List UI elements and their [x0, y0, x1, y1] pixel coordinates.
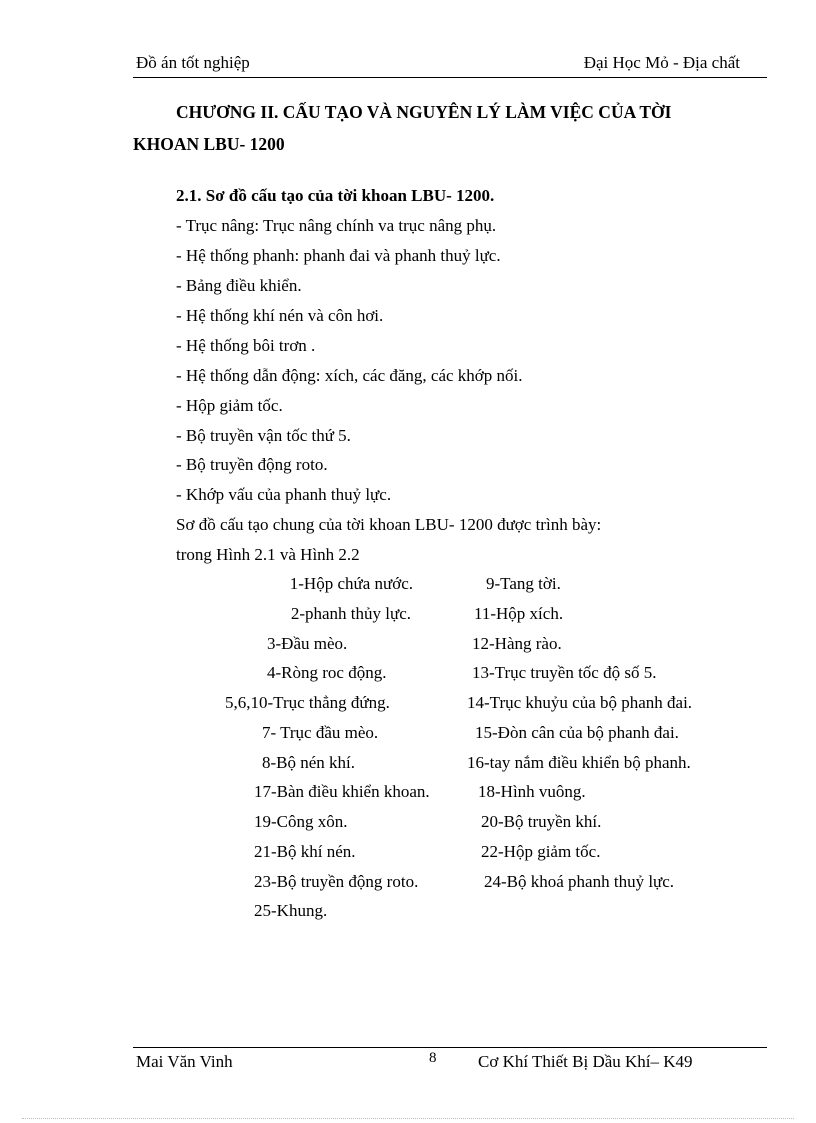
list-item: - Bộ truyền vận tốc thứ 5. [176, 426, 351, 445]
chapter-title-line2: KHOAN LBU- 1200 [133, 134, 285, 154]
paragraph-line: Sơ đồ cấu tạo chung của tời khoan LBU- 1200 được trình bày: [176, 515, 602, 534]
legend-item-left: 25-Khung. [254, 901, 328, 920]
legend-item-right: 13-Trục truyền tốc độ số 5. [472, 663, 657, 682]
list-item: - Khớp vấu của phanh thuỷ lực. [176, 485, 392, 504]
paragraph-line: trong Hình 2.1 và Hình 2.2 [176, 545, 360, 564]
legend-item-left: 19-Công xôn. [254, 812, 348, 831]
list-item: - Hộp giảm tốc. [176, 396, 283, 415]
footer-rule [133, 1047, 767, 1048]
list-item: - Hệ thống phanh: phanh đai và phanh thuỷ lực. [176, 246, 501, 265]
list-item: - Hệ thống khí nén và côn hơi. [176, 306, 384, 325]
list-item: - Bảng điều khiển. [176, 276, 302, 295]
legend-item-left: 1-Hộp chứa nước. [289, 574, 413, 593]
chapter-title-line1: CHƯƠNG II. CẤU TẠO VÀ NGUYÊN LÝ LÀM VIỆC CỦA TỜI [176, 102, 672, 122]
footer-author: Mai Văn Vinh [136, 1052, 233, 1071]
legend-item-right: 14-Trục khuỷu của bộ phanh đai. [467, 693, 693, 712]
list-item: - Trục nâng: Trục nâng chính va trục nâng phụ. [176, 216, 497, 235]
legend-item-right: 11-Hộp xích. [474, 604, 564, 623]
header-right: Đại Học Mỏ - Địa chất [583, 53, 740, 72]
legend-item-left: 3-Đầu mèo. [267, 634, 348, 653]
page-number: 8 [429, 1050, 437, 1066]
footer-department: Cơ Khí Thiết Bị Dầu Khí– K49 [478, 1052, 693, 1071]
legend-item-left: 23-Bộ truyền động roto. [254, 872, 419, 891]
legend-item-right: 15-Đòn cân của bộ phanh đai. [475, 723, 679, 742]
page-bottom-divider [22, 1118, 794, 1119]
legend-item-right: 9-Tang tời. [486, 574, 561, 593]
section-heading: 2.1. Sơ đồ cấu tạo của tời khoan LBU- 1200. [176, 186, 495, 205]
header-rule [133, 77, 767, 78]
header-left: Đồ án tốt nghiệp [136, 53, 250, 72]
legend-item-right: 18-Hình vuông. [478, 782, 586, 801]
legend-item-right: 22-Hộp giảm tốc. [481, 842, 601, 861]
legend-item-left: 5,6,10-Trục thẳng đứng. [225, 693, 390, 712]
legend-item-left: 21-Bộ khí nén. [254, 842, 356, 861]
legend-item-left: 4-Ròng roc động. [267, 663, 387, 682]
legend-item-right: 24-Bộ khoá phanh thuỷ lực. [484, 872, 675, 891]
list-item: - Hệ thống dẫn động: xích, các đăng, các khớp nối. [176, 366, 523, 385]
legend-item-left: 17-Bàn điều khiển khoan. [254, 782, 430, 801]
list-item: - Hệ thống bôi trơn . [176, 336, 316, 355]
legend-item-right: 12-Hàng rào. [472, 634, 562, 653]
list-item: - Bộ truyền động roto. [176, 455, 328, 474]
legend-item-left: 2-phanh thủy lực. [290, 604, 411, 623]
legend-item-left: 7- Trục đầu mèo. [262, 723, 379, 742]
legend-item-right: 16-tay nắm điều khiển bộ phanh. [467, 753, 691, 772]
legend-item-left: 8-Bộ nén khí. [262, 753, 356, 772]
legend-item-right: 20-Bộ truyền khí. [481, 812, 602, 831]
